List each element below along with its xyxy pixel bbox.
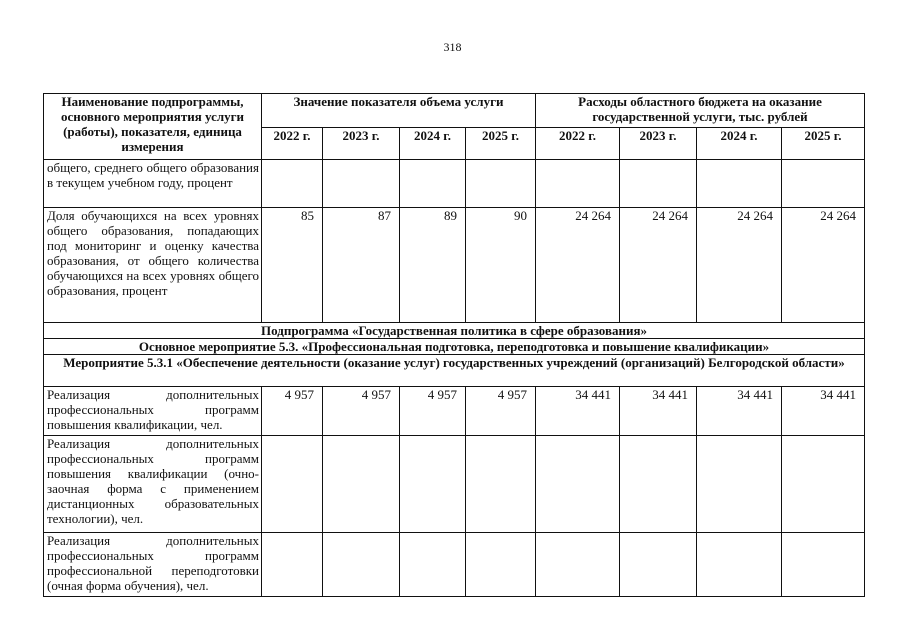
expense-value bbox=[782, 160, 865, 208]
row-name: общего, среднего общего образования в текущем учебном году, процент bbox=[44, 160, 262, 208]
header-expense-year: 2025 г. bbox=[782, 128, 865, 160]
expense-value: 34 441 bbox=[697, 387, 782, 436]
indicator-value bbox=[323, 533, 400, 597]
indicator-value bbox=[262, 533, 323, 597]
table-row bbox=[44, 208, 865, 323]
table-row bbox=[44, 436, 865, 533]
indicator-value bbox=[466, 436, 536, 533]
header-indicator-year: 2024 г. bbox=[400, 128, 466, 160]
header-expense-year: 2022 г. bbox=[536, 128, 620, 160]
indicator-value bbox=[400, 160, 466, 208]
header-expense-year: 2024 г. bbox=[697, 128, 782, 160]
expense-value bbox=[620, 436, 697, 533]
expense-value bbox=[620, 160, 697, 208]
indicator-value: 89 bbox=[400, 208, 466, 323]
indicator-value bbox=[323, 160, 400, 208]
header-indicator-group: Значение показателя объема услуги bbox=[262, 94, 536, 128]
header-indicator-year: 2025 г. bbox=[466, 128, 536, 160]
table-row bbox=[44, 387, 865, 436]
indicator-value: 4 957 bbox=[400, 387, 466, 436]
expense-value bbox=[782, 533, 865, 597]
expense-value: 34 441 bbox=[782, 387, 865, 436]
indicator-value bbox=[400, 533, 466, 597]
row-name: Реализация дополнительных профессиональных программ повышения квалификации (очно-заочная форма с применением дистанционных образовательных технологии), чел. bbox=[44, 436, 262, 533]
indicator-value bbox=[262, 436, 323, 533]
indicator-value bbox=[466, 160, 536, 208]
indicator-value: 4 957 bbox=[323, 387, 400, 436]
indicator-value bbox=[323, 436, 400, 533]
indicator-value bbox=[262, 160, 323, 208]
page-number: 318 bbox=[443, 40, 462, 54]
indicator-value: 4 957 bbox=[262, 387, 323, 436]
expense-value bbox=[536, 533, 620, 597]
expense-value bbox=[536, 160, 620, 208]
expense-value: 34 441 bbox=[536, 387, 620, 436]
table-row bbox=[44, 160, 865, 208]
indicator-value bbox=[466, 533, 536, 597]
row-name: Реализация дополнительных профессиональных программ профессиональной переподготовки (очная форма обучения), чел. bbox=[44, 533, 262, 597]
table-row bbox=[44, 533, 865, 597]
header-indicator-year: 2022 г. bbox=[262, 128, 323, 160]
indicator-value: 85 bbox=[262, 208, 323, 323]
expense-value bbox=[697, 533, 782, 597]
indicator-value: 90 bbox=[466, 208, 536, 323]
expense-value: 24 264 bbox=[697, 208, 782, 323]
main-event-heading: Основное мероприятие 5.3. «Профессиональная подготовка, переподготовка и повышение квалификации» bbox=[44, 339, 865, 355]
expense-value bbox=[620, 533, 697, 597]
expense-value bbox=[697, 160, 782, 208]
indicator-value bbox=[400, 436, 466, 533]
expense-value bbox=[782, 436, 865, 533]
expense-value bbox=[536, 436, 620, 533]
header-expense-year: 2023 г. bbox=[620, 128, 697, 160]
expense-value: 24 264 bbox=[536, 208, 620, 323]
expense-value: 24 264 bbox=[782, 208, 865, 323]
indicator-value: 4 957 bbox=[466, 387, 536, 436]
services-table bbox=[43, 93, 865, 597]
expense-value: 24 264 bbox=[620, 208, 697, 323]
expense-value: 34 441 bbox=[620, 387, 697, 436]
header-indicator-year: 2023 г. bbox=[323, 128, 400, 160]
row-name: Доля обучающихся на всех уровнях общего образования, попадающих под мониторинг и оценку качества образования, от общего количества обучающихся на всех уровнях общего образования, процент bbox=[44, 208, 262, 323]
indicator-value: 87 bbox=[323, 208, 400, 323]
row-name: Реализация дополнительных профессиональных программ повышения квалификации, чел. bbox=[44, 387, 262, 436]
header-name-column: Наименование подпрограммы, основного мероприятия услуги (работы), показателя, единица измерения bbox=[44, 94, 262, 160]
expense-value bbox=[697, 436, 782, 533]
event-heading: Мероприятие 5.3.1 «Обеспечение деятельности (оказание услуг) государственных учреждений (организаций) Белгородской области» bbox=[44, 355, 865, 387]
header-expense-group: Расходы областного бюджета на оказание государственной услуги, тыс. рублей bbox=[536, 94, 865, 128]
subprogram-heading: Подпрограмма «Государственная политика в сфере образования» bbox=[44, 323, 865, 339]
